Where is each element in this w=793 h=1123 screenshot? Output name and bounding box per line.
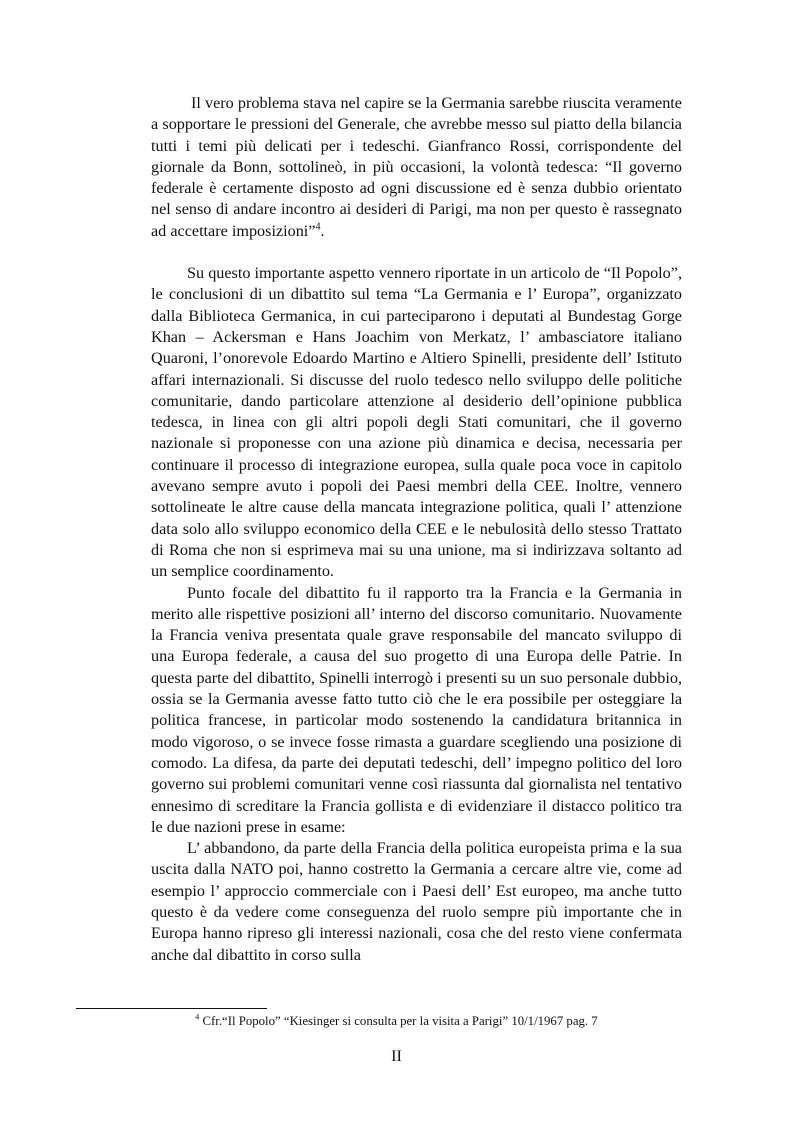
paragraph-2: Su questo importante aspetto vennero riportate in un articolo de “Il Popolo”, le conclusioni di un dibattito sul tema “La Germania e l’ Europa”, organizzato dalla Biblioteca Germanica, in cui parteciparono i deputati al Bundestag Gorge Khan – Ackersman e Hans Joachim von Merkatz, l’ ambasciatore italiano Quaroni, l’onorevole Edoardo Martino e Altiero Spinelli, presidente dell’ Istituto affari internazionali. Si discusse del ruolo tedesco nello sviluppo delle politiche comunitarie, dando particolare attenzione al desiderio dell’opinione pubblica tedesca, in linea con gli altri popoli degli Stati comunitari, che il governo nazionale si proponesse con una azione più dinamica e decisa, necessaria per continuare il processo di integrazione europea, sulla quale poca voce in capitolo avevano sempre avuto i popoli dei Paesi membri della CEE. Inoltre, vennero sottolineate le altre cause della mancata integrazione politica, quali l’ attenzione data solo allo sviluppo economico della CEE e le nebulosità dello stesso Trattato di Roma che non si esprimeva mai su una unione, ma si indirizzava soltanto ad un semplice coordinamento.	[151, 264, 682, 581]
paragraph-gap	[151, 242, 682, 263]
paragraph-1	[151, 93, 682, 242]
footnote-mark: 4	[195, 1012, 200, 1022]
page-number: II	[391, 1047, 402, 1065]
paragraph-3: Punto focale del dibattito fu il rapporto tra la Francia e la Germania in merito alle rispettive posizioni all’ interno del discorso comunitario. Nuovamente la Francia veniva presentata quale grave responsabile del mancato sviluppo di una Europa federale, a causa del suo progetto di una Europa delle Patrie. In questa parte del dibattito, Spinelli interrogò i presenti su un suo personale dubbio, ossia se la Germania avesse fatto tutto ciò che le era possibile per osteggiare la politica francese, in particolar modo sostenendo la candidatura britannica in modo vigoroso, o se invece fosse rimasta a guardare scegliendo una posizione di comodo. La difesa, da parte dei deputati tedeschi, dell’ impegno politico del loro governo sui problemi comunitari venne così riassunta dal giornalista nel tentativo ennesimo di screditare la Francia gollista e di evidenziare il distacco politico tra le due nazioni prese in esame:	[151, 583, 682, 836]
paragraph-4-quotation: L’ abbandono, da parte della Francia della politica europeista prima e la sua uscita dalla NATO poi, hanno costretto la Germania a cercare altre vie, come ad esempio l’ approccio commerciale con i Paesi dell’ Est europeo, ma anche tutto questo è da vedere come conseguenza del ruolo sempre più importante che in Europa hanno ripreso gli interessi nazionali, cosa che del resto viene confermata anche dal dibattito in corso sulla	[151, 839, 682, 964]
footnote-separator	[76, 1008, 267, 1009]
footnote-text: Cfr.“Il Popolo” “Kiesinger si consulta per la visita a Parigi” 10/1/1967 pag. 7	[199, 1014, 598, 1028]
paragraph-1-text: Il vero problema stava nel capire se la Germania sarebbe riuscita veramente a sopportare le pressioni del Generale, che avrebbe messo sul piatto della bilancia tutti i temi più delicati per i tedeschi. Gianfranco Rossi, corrispondente del giornale da Bonn, sottolineò, in più occasioni, la volontà tedesca: “Il governo federale è certamente disposto ad ogni discussione ed è senza dubbio orientato nel senso di andare incontro ai desideri di Parigi, ma non per questo è rassegnato ad accettare imposizioni”	[151, 94, 682, 240]
footnote	[76, 1013, 717, 1029]
page-body	[151, 93, 682, 966]
footnote-reference[interactable]: 4	[315, 221, 321, 233]
paragraph-1-end: .	[320, 221, 325, 240]
